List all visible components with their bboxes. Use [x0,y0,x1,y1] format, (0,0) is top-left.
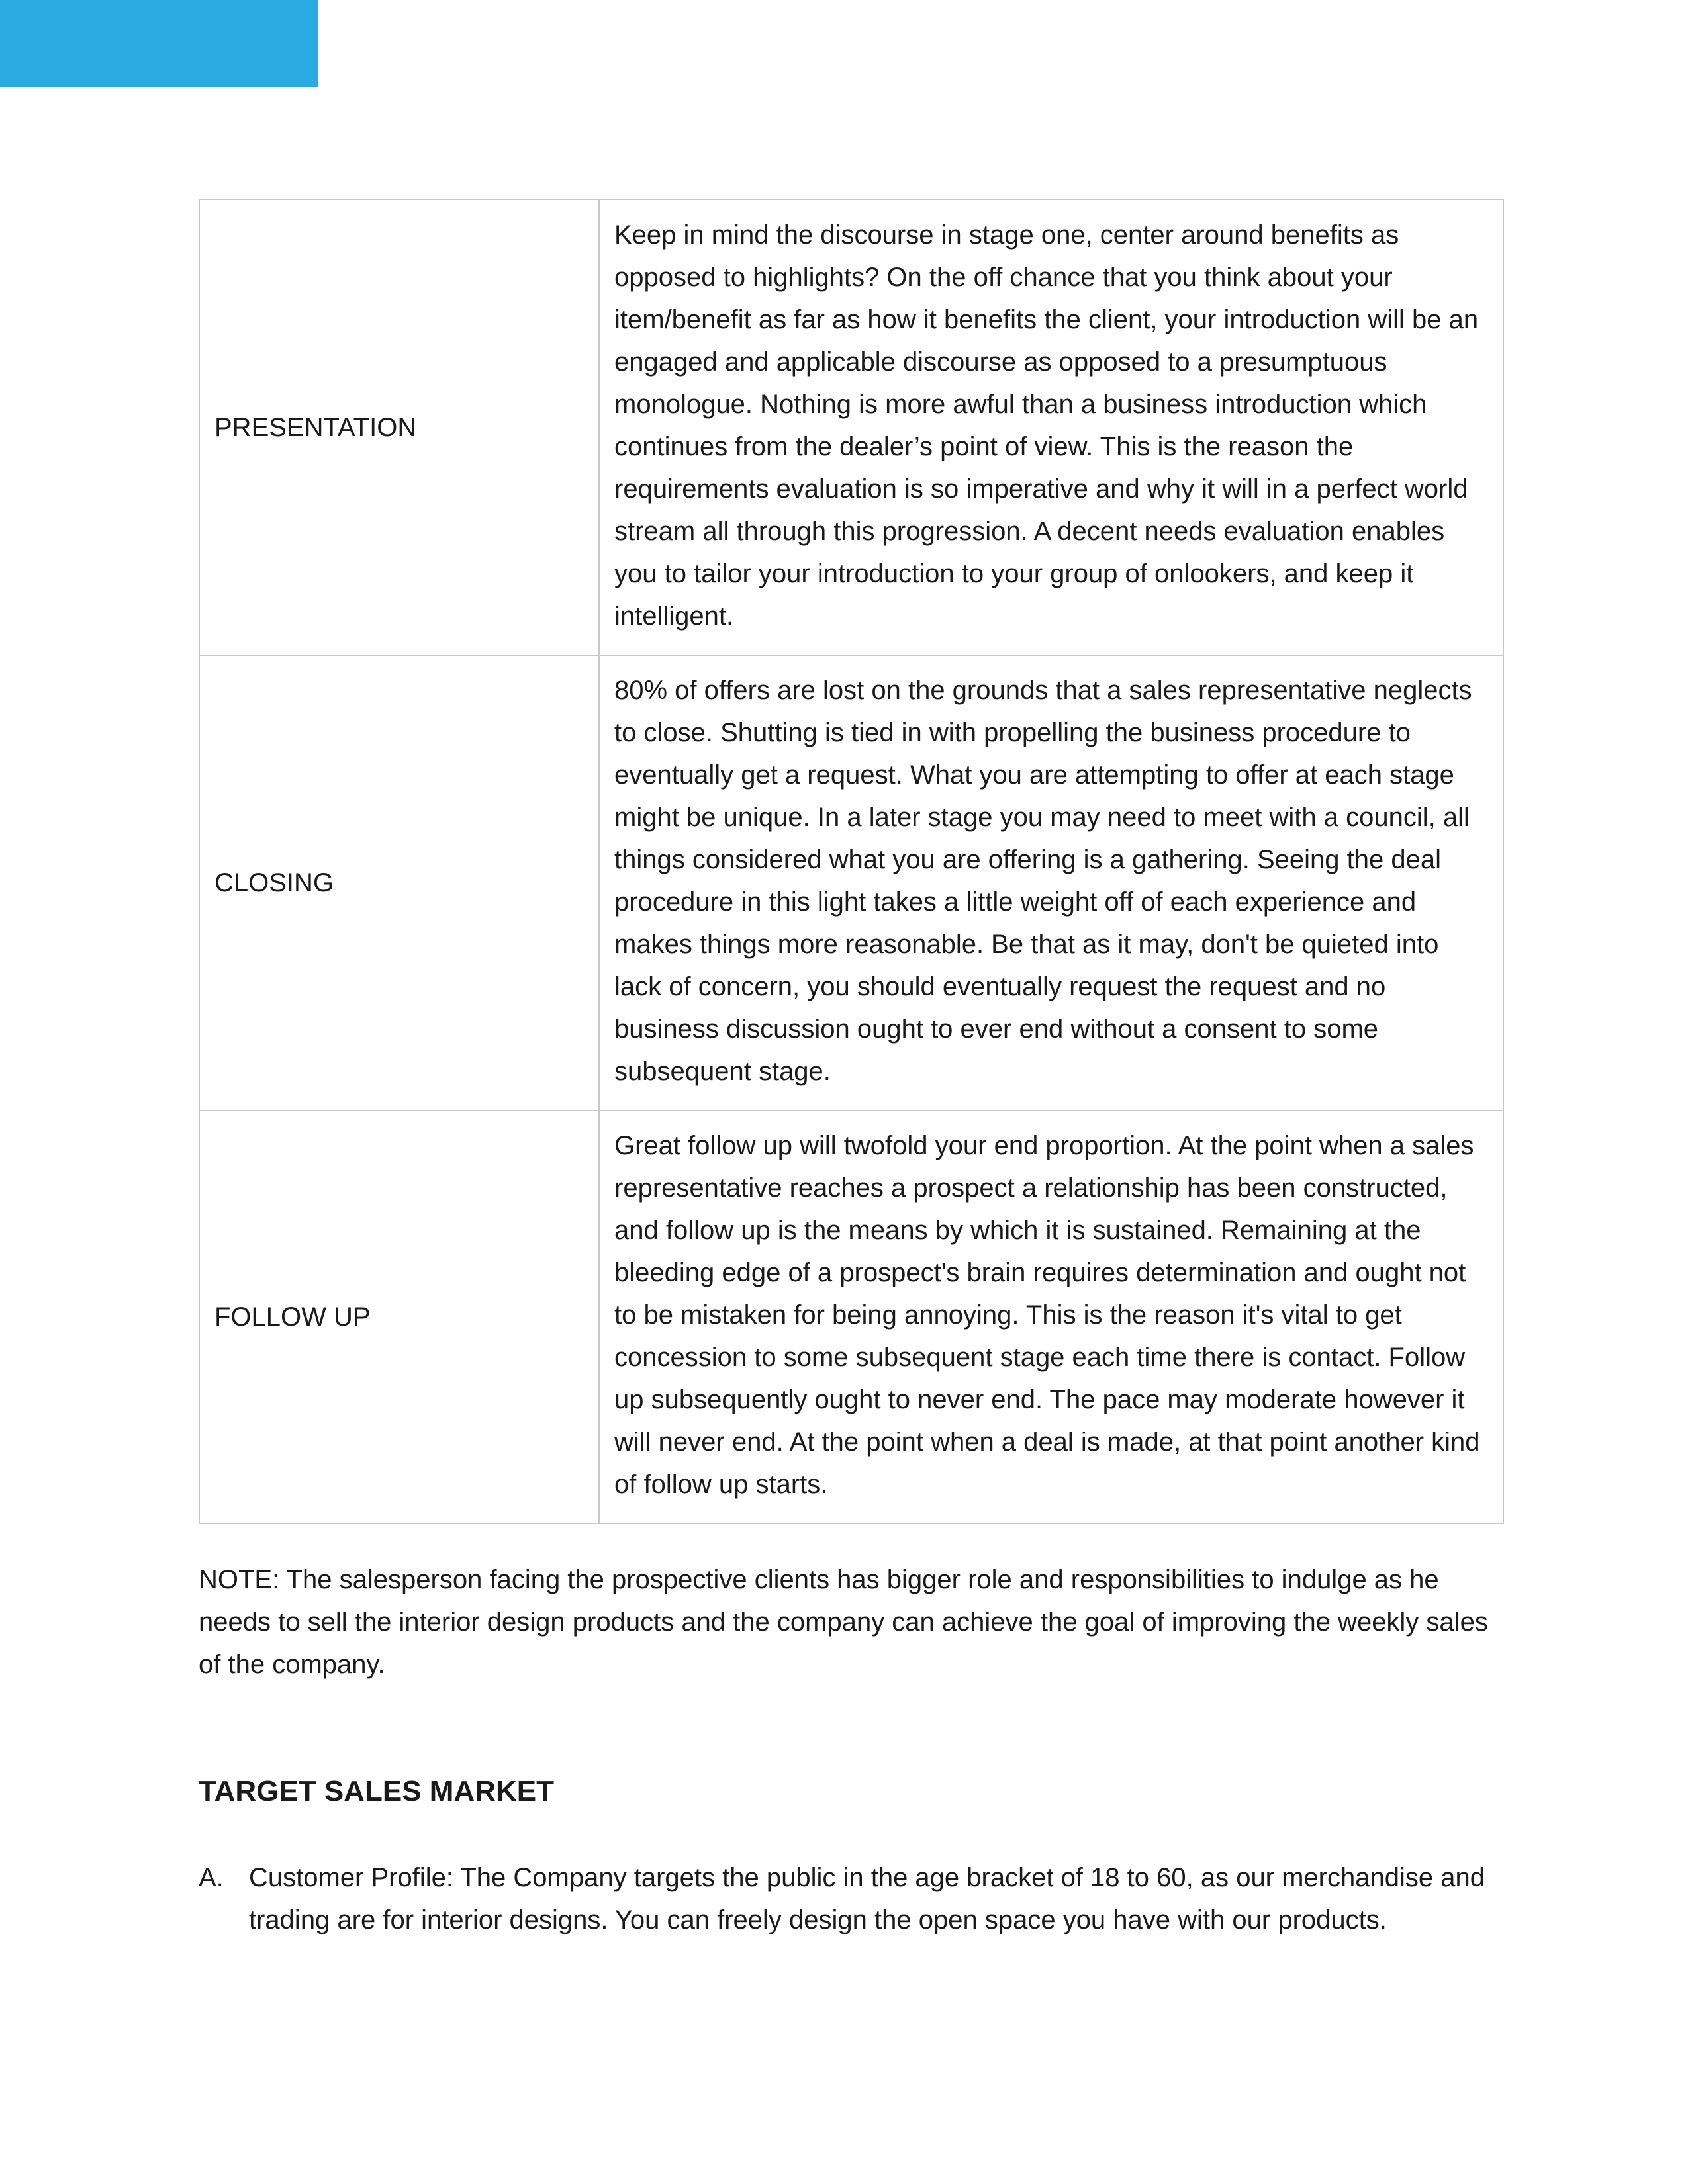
target-market-list [199,1856,1504,1941]
stage-description-presentation: Keep in mind the discourse in stage one, center around benefits as opposed to highlights? On the off chance that you think about your item/benefit as far as how it benefits the client, your introduction will be an engaged and applicable discourse as opposed to a presumptuous monologue. Nothing is more awful than a business introduction which continues from the dealer’s point of view. This is the reason the requirements evaluation is so imperative and why it will in a perfect world stream all through this progression. A decent needs evaluation enables you to tailor your introduction to your group of onlookers, and keep it intelligent. [599,199,1503,655]
list-marker: A. [199,1863,224,1892]
stage-description-follow-up: Great follow up will twofold your end proportion. At the point when a sales representative reaches a prospect a relationship has been constructed, and follow up is the means by which it is sustained. Remaining at the bleeding edge of a prospect's brain requires determination and ought not to be mistaken for being annoying. This is the reason it's vital to get concession to some subsequent stage each time there is contact. Follow up subsequently ought to never end. The pace may moderate however it will never end. At the point when a deal is made, at that point another kind of follow up starts. [599,1111,1503,1524]
stage-label-closing: CLOSING [199,655,599,1111]
sales-stages-table [199,199,1504,1524]
header-accent-bar [0,0,318,87]
stage-description-closing: 80% of offers are lost on the grounds that a sales representative neglects to close. Shutting is tied in with propelling the business procedure to eventually get a request. What you are attempting to offer at each stage might be unique. In a later stage you may need to meet with a council, all things considered what you are offering is a gathering. Seeing the deal procedure in this light takes a little weight off of each experience and makes things more reasonable. Be that as it may, don't be quieted into lack of concern, you should eventually request the request and no business discussion ought to ever end without a consent to some subsequent stage. [599,655,1503,1111]
list-item [199,1856,1504,1941]
note-paragraph: NOTE: The salesperson facing the prospective clients has bigger role and responsibilities to indulge as he needs to sell the interior design products and the company can achieve the goal of improving the weekly sales of the company. [199,1565,1488,1679]
stage-label-follow-up: FOLLOW UP [199,1111,599,1524]
section-heading: TARGET SALES MARKET [199,1775,554,1807]
table-row [199,1111,1503,1524]
table-row [199,655,1503,1111]
customer-profile-text: Customer Profile: The Company targets the public in the age bracket of 18 to 60, as our merchandise and trading are for interior designs. You can freely design the open space you have with our products. [249,1863,1485,1934]
page-content [199,199,1504,1941]
stage-label-presentation: PRESENTATION [199,199,599,655]
table-row [199,199,1503,655]
